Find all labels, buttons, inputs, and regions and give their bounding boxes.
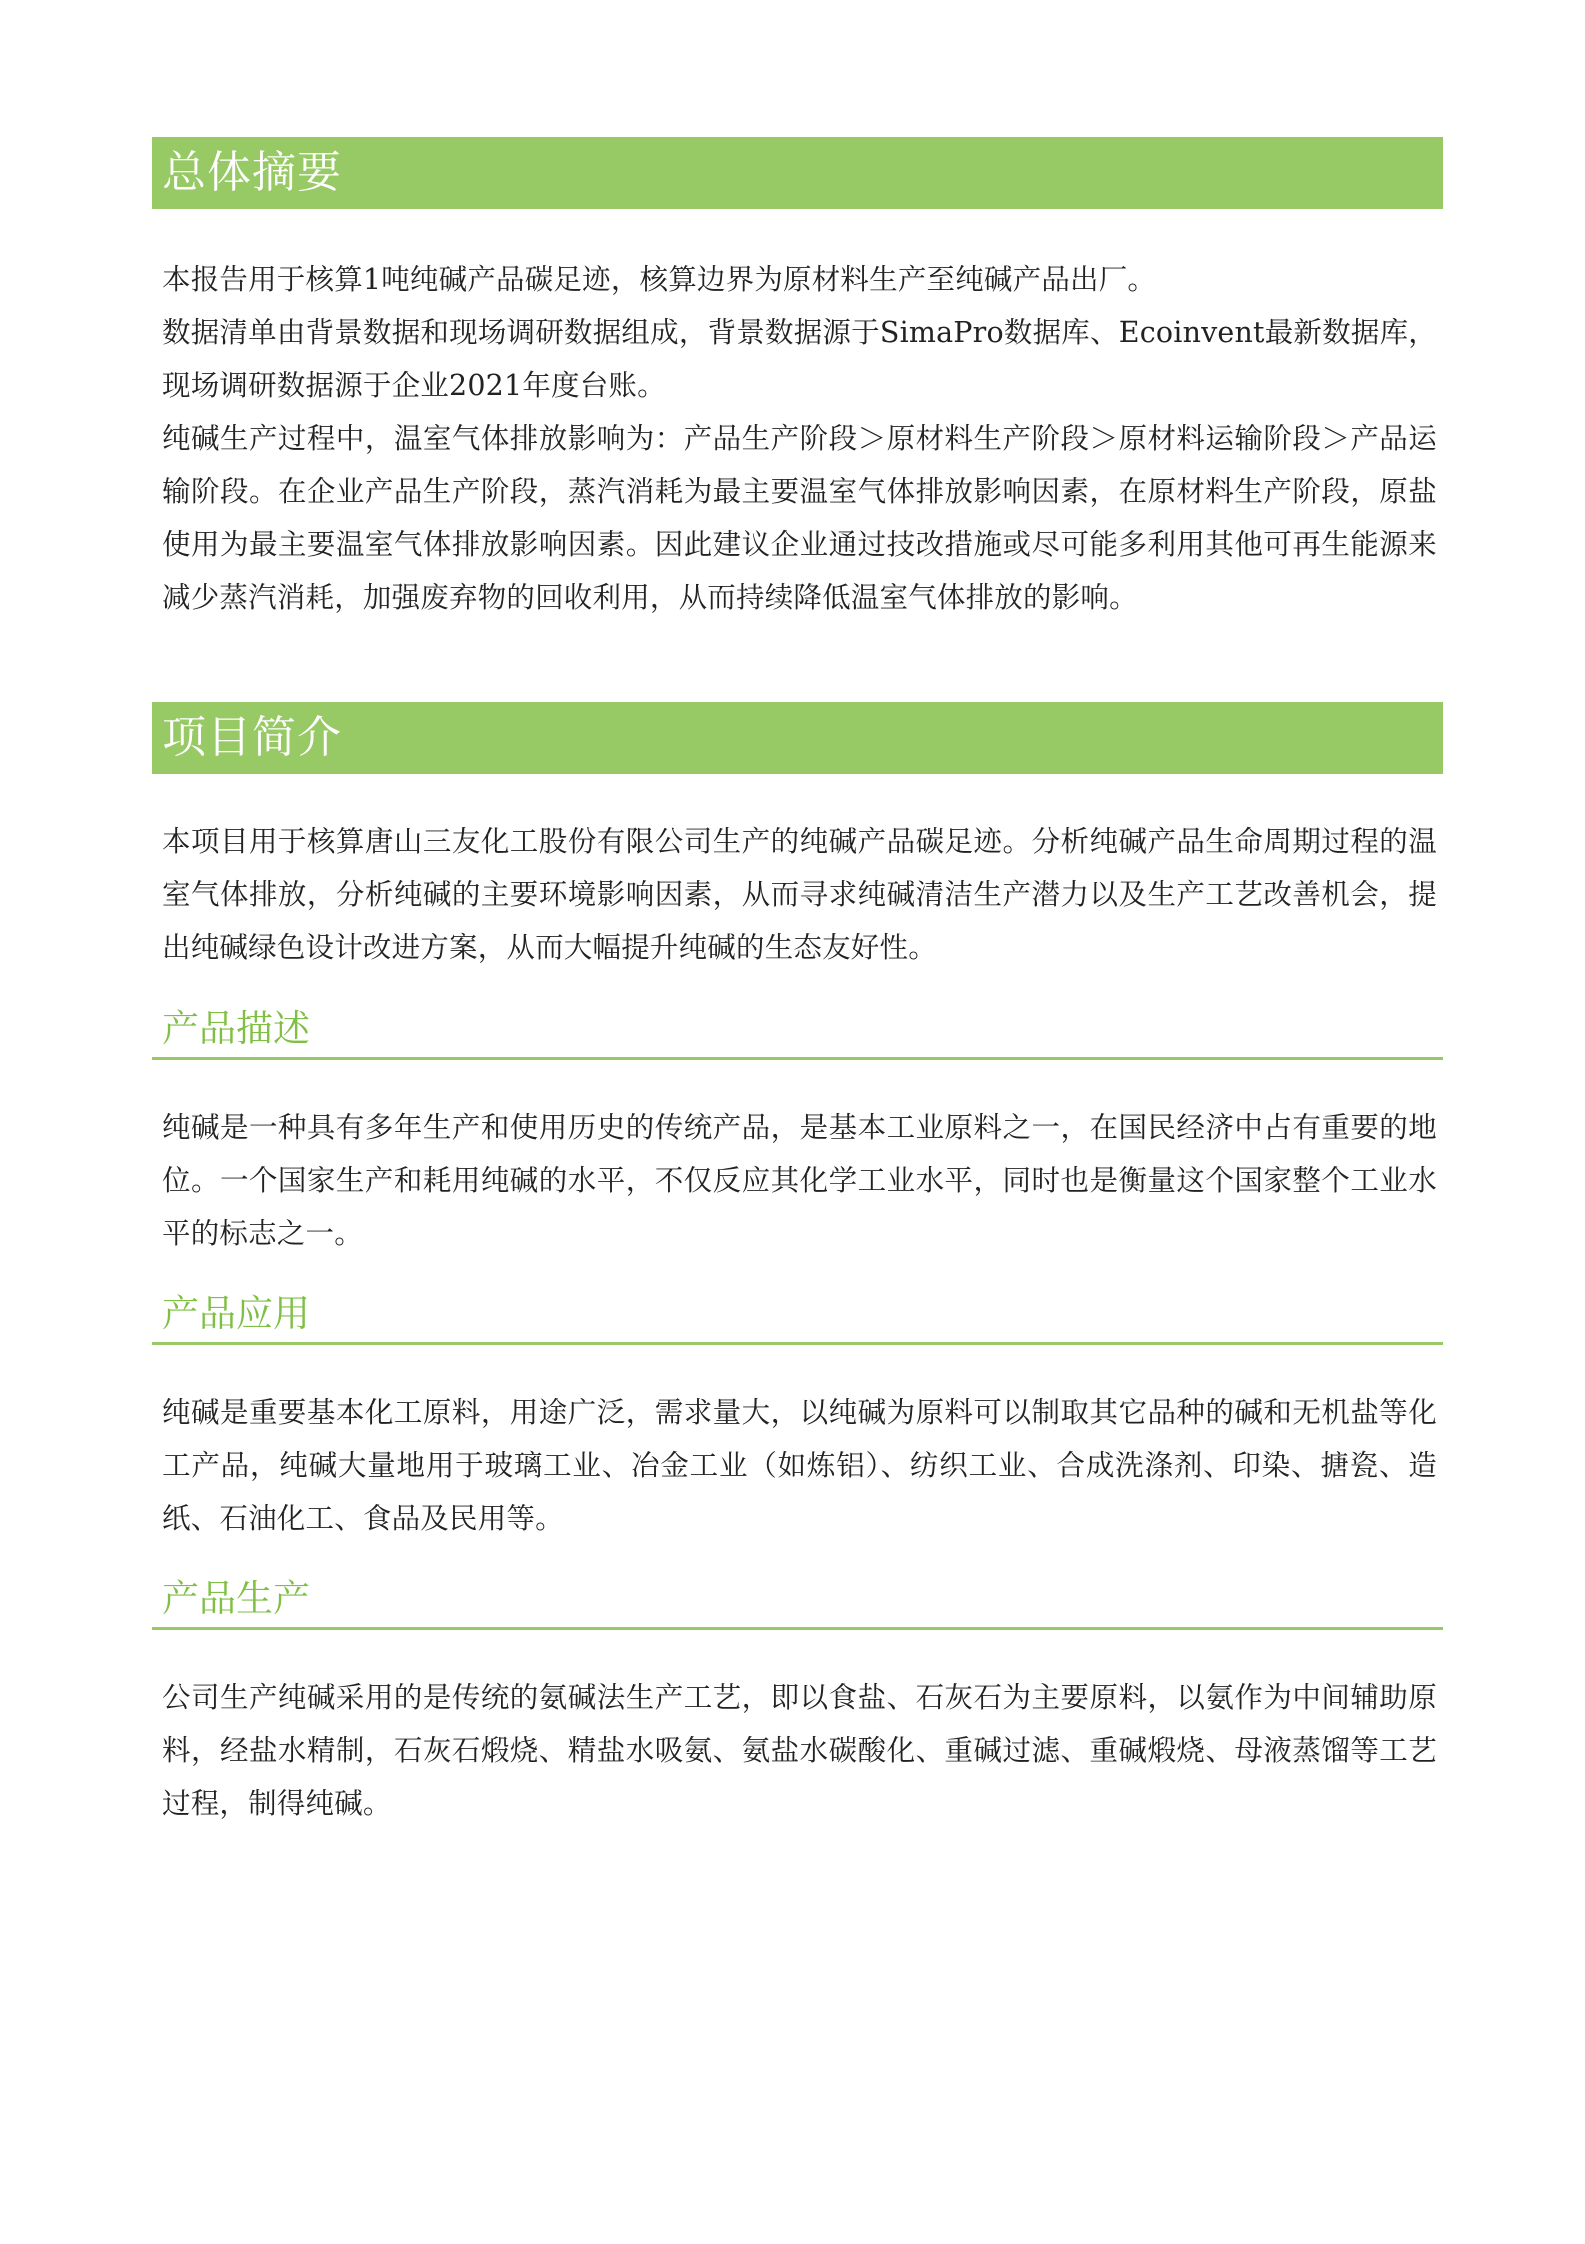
subheading-title-product-application: 产品应用 bbox=[162, 1292, 310, 1335]
subheading-title-product-description: 产品描述 bbox=[162, 1007, 310, 1050]
section-heading-summary bbox=[152, 137, 1443, 209]
subheading-product-production bbox=[152, 1568, 1443, 1630]
summary-paragraph-3: 纯碱生产过程中，温室气体排放影响为：产品生产阶段＞原材料生产阶段＞原材料运输阶段＞产品运输阶段。在企业产品生产阶段，蒸汽消耗为最主要温室气体排放影响因素，在原材料生产阶段，原盐使用为最主要温室气体排放影响因素。因此建议企业通过技改措施或尽可能多利用其他可再生能源来减少蒸汽消耗，加强废弃物的回收利用，从而持续降低温室气体排放的影响。 bbox=[162, 422, 1437, 614]
subheading-title-product-production: 产品生产 bbox=[162, 1577, 310, 1620]
summary-paragraph-2: 数据清单由背景数据和现场调研数据组成，背景数据源于SimaPro数据库、Ecoinvent最新数据库，现场调研数据源于企业2021年度台账。 bbox=[162, 316, 1437, 402]
section-heading-project bbox=[152, 702, 1443, 774]
subheading-product-description bbox=[152, 998, 1443, 1060]
section-title-project: 项目简介 bbox=[162, 712, 342, 763]
product-description-paragraph: 纯碱是一种具有多年生产和使用历史的传统产品，是基本工业原料之一，在国民经济中占有重要的地位。一个国家生产和耗用纯碱的水平，不仅反应其化学工业水平，同时也是衡量这个国家整个工业水平的标志之一。 bbox=[162, 1111, 1437, 1250]
product-application-paragraph: 纯碱是重要基本化工原料，用途广泛，需求量大，以纯碱为原料可以制取其它品种的碱和无机盐等化工产品，纯碱大量地用于玻璃工业、冶金工业（如炼铝）、纺织工业、合成洗涤剂、印染、搪瓷、造纸、石油化工、食品及民用等。 bbox=[162, 1396, 1437, 1535]
product-production-paragraph: 公司生产纯碱采用的是传统的氨碱法生产工艺，即以食盐、石灰石为主要原料，以氨作为中间辅助原料，经盐水精制，石灰石煅烧、精盐水吸氨、氨盐水碳酸化、重碱过滤、重碱煅烧、母液蒸馏等工艺过程，制得纯碱。 bbox=[162, 1681, 1437, 1820]
subheading-product-application bbox=[152, 1283, 1443, 1345]
project-paragraph: 本项目用于核算唐山三友化工股份有限公司生产的纯碱产品碳足迹。分析纯碱产品生命周期过程的温室气体排放，分析纯碱的主要环境影响因素，从而寻求纯碱清洁生产潜力以及生产工艺改善机会，提出纯碱绿色设计改进方案，从而大幅提升纯碱的生态友好性。 bbox=[162, 825, 1437, 964]
section-title-summary: 总体摘要 bbox=[162, 147, 342, 198]
summary-paragraph-1: 本报告用于核算1吨纯碱产品碳足迹，核算边界为原材料生产至纯碱产品出厂。 bbox=[162, 263, 1157, 296]
